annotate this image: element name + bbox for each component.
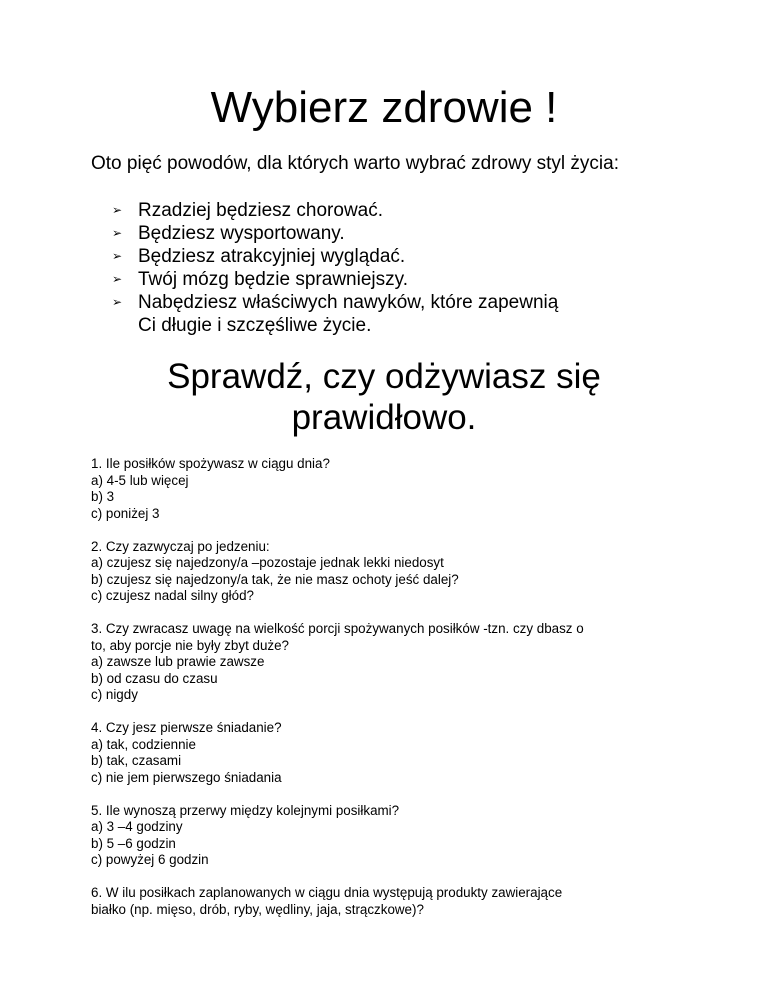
section-title-line: prawidłowo. [291, 398, 477, 437]
reason-item [112, 245, 558, 268]
answer-option: b) czujesz się najedzony/a tak, że nie masz ochoty jeść dalej? [91, 571, 459, 587]
section-title-line: Sprawdź, czy odżywiasz się [167, 357, 601, 396]
reason-item [112, 291, 558, 337]
question-text: 2. Czy zazwyczaj po jedzeniu: [91, 538, 270, 554]
question-text: 5. Ile wynoszą przerwy między kolejnymi posiłkami? [91, 802, 400, 818]
question-text: to, aby porcje nie były zbyt duże? [91, 637, 289, 653]
reason-text: Twój mózg będzie sprawniejszy. [138, 269, 408, 290]
page-title: Wybierz zdrowie ! [210, 83, 558, 132]
question-block [91, 803, 691, 869]
answer-option: a) zawsze lub prawie zawsze [91, 654, 265, 669]
answer-option: a) czujesz się najedzony/a –pozostaje jednak lekki niedosyt [91, 555, 444, 570]
quiz-questions [91, 456, 691, 935]
question-block [91, 621, 691, 704]
arrow-bullet-icon: ➢ [112, 295, 123, 309]
question-text: białko (np. mięso, drób, ryby, wędliny, jaja, strączkowe)? [91, 901, 424, 917]
answer-option: c) powyżej 6 godzin [91, 852, 209, 867]
reason-text: Rzadziej będziesz chorować. [138, 200, 384, 221]
answer-option: c) nie jem pierwszego śniadania [91, 769, 282, 785]
answer-option: c) czujesz nadal silny głód? [91, 588, 255, 603]
section-title [0, 356, 768, 438]
question-block [91, 456, 691, 522]
arrow-bullet-icon: ➢ [112, 203, 123, 217]
answer-option: c) nigdy [91, 687, 138, 702]
reason-item [112, 268, 558, 291]
arrow-bullet-icon: ➢ [112, 272, 123, 286]
question-text: 1. Ile posiłków spożywasz w ciągu dnia? [91, 456, 330, 471]
answer-option: a) 3 –4 godziny [91, 819, 183, 834]
answer-option: b) 3 [91, 489, 115, 504]
reason-text: Ci długie i szczęśliwe życie. [138, 315, 372, 336]
arrow-bullet-icon: ➢ [112, 249, 123, 263]
reason-text: Będziesz atrakcyjniej wyglądać. [138, 246, 406, 267]
answer-option: c) poniżej 3 [91, 505, 160, 521]
question-block [91, 885, 691, 918]
reason-text: Będziesz wysportowany. [138, 223, 345, 244]
question-block [91, 539, 691, 605]
answer-option: a) 4-5 lub więcej [91, 472, 189, 488]
answer-option: b) tak, czasami [91, 753, 182, 768]
answer-option: b) 5 –6 godzin [91, 835, 176, 851]
reasons-list [112, 199, 558, 337]
question-text: 6. W ilu posiłkach zaplanowanych w ciągu dnia występują produkty zawierające [91, 885, 563, 900]
arrow-bullet-icon: ➢ [112, 226, 123, 240]
answer-option: b) od czasu do czasu [91, 670, 218, 686]
reason-item [112, 199, 558, 222]
question-block [91, 720, 691, 786]
reason-text: Nabędziesz właściwych nawyków, które zapewnią [138, 292, 559, 313]
question-text: 4. Czy jesz pierwsze śniadanie? [91, 720, 282, 735]
reason-item [112, 222, 558, 245]
answer-option: a) tak, codziennie [91, 736, 196, 752]
intro-text: Oto pięć powodów, dla których warto wybrać zdrowy styl życia: [91, 153, 619, 174]
question-text: 3. Czy zwracasz uwagę na wielkość porcji spożywanych posiłków -tzn. czy dbasz o [91, 621, 584, 636]
